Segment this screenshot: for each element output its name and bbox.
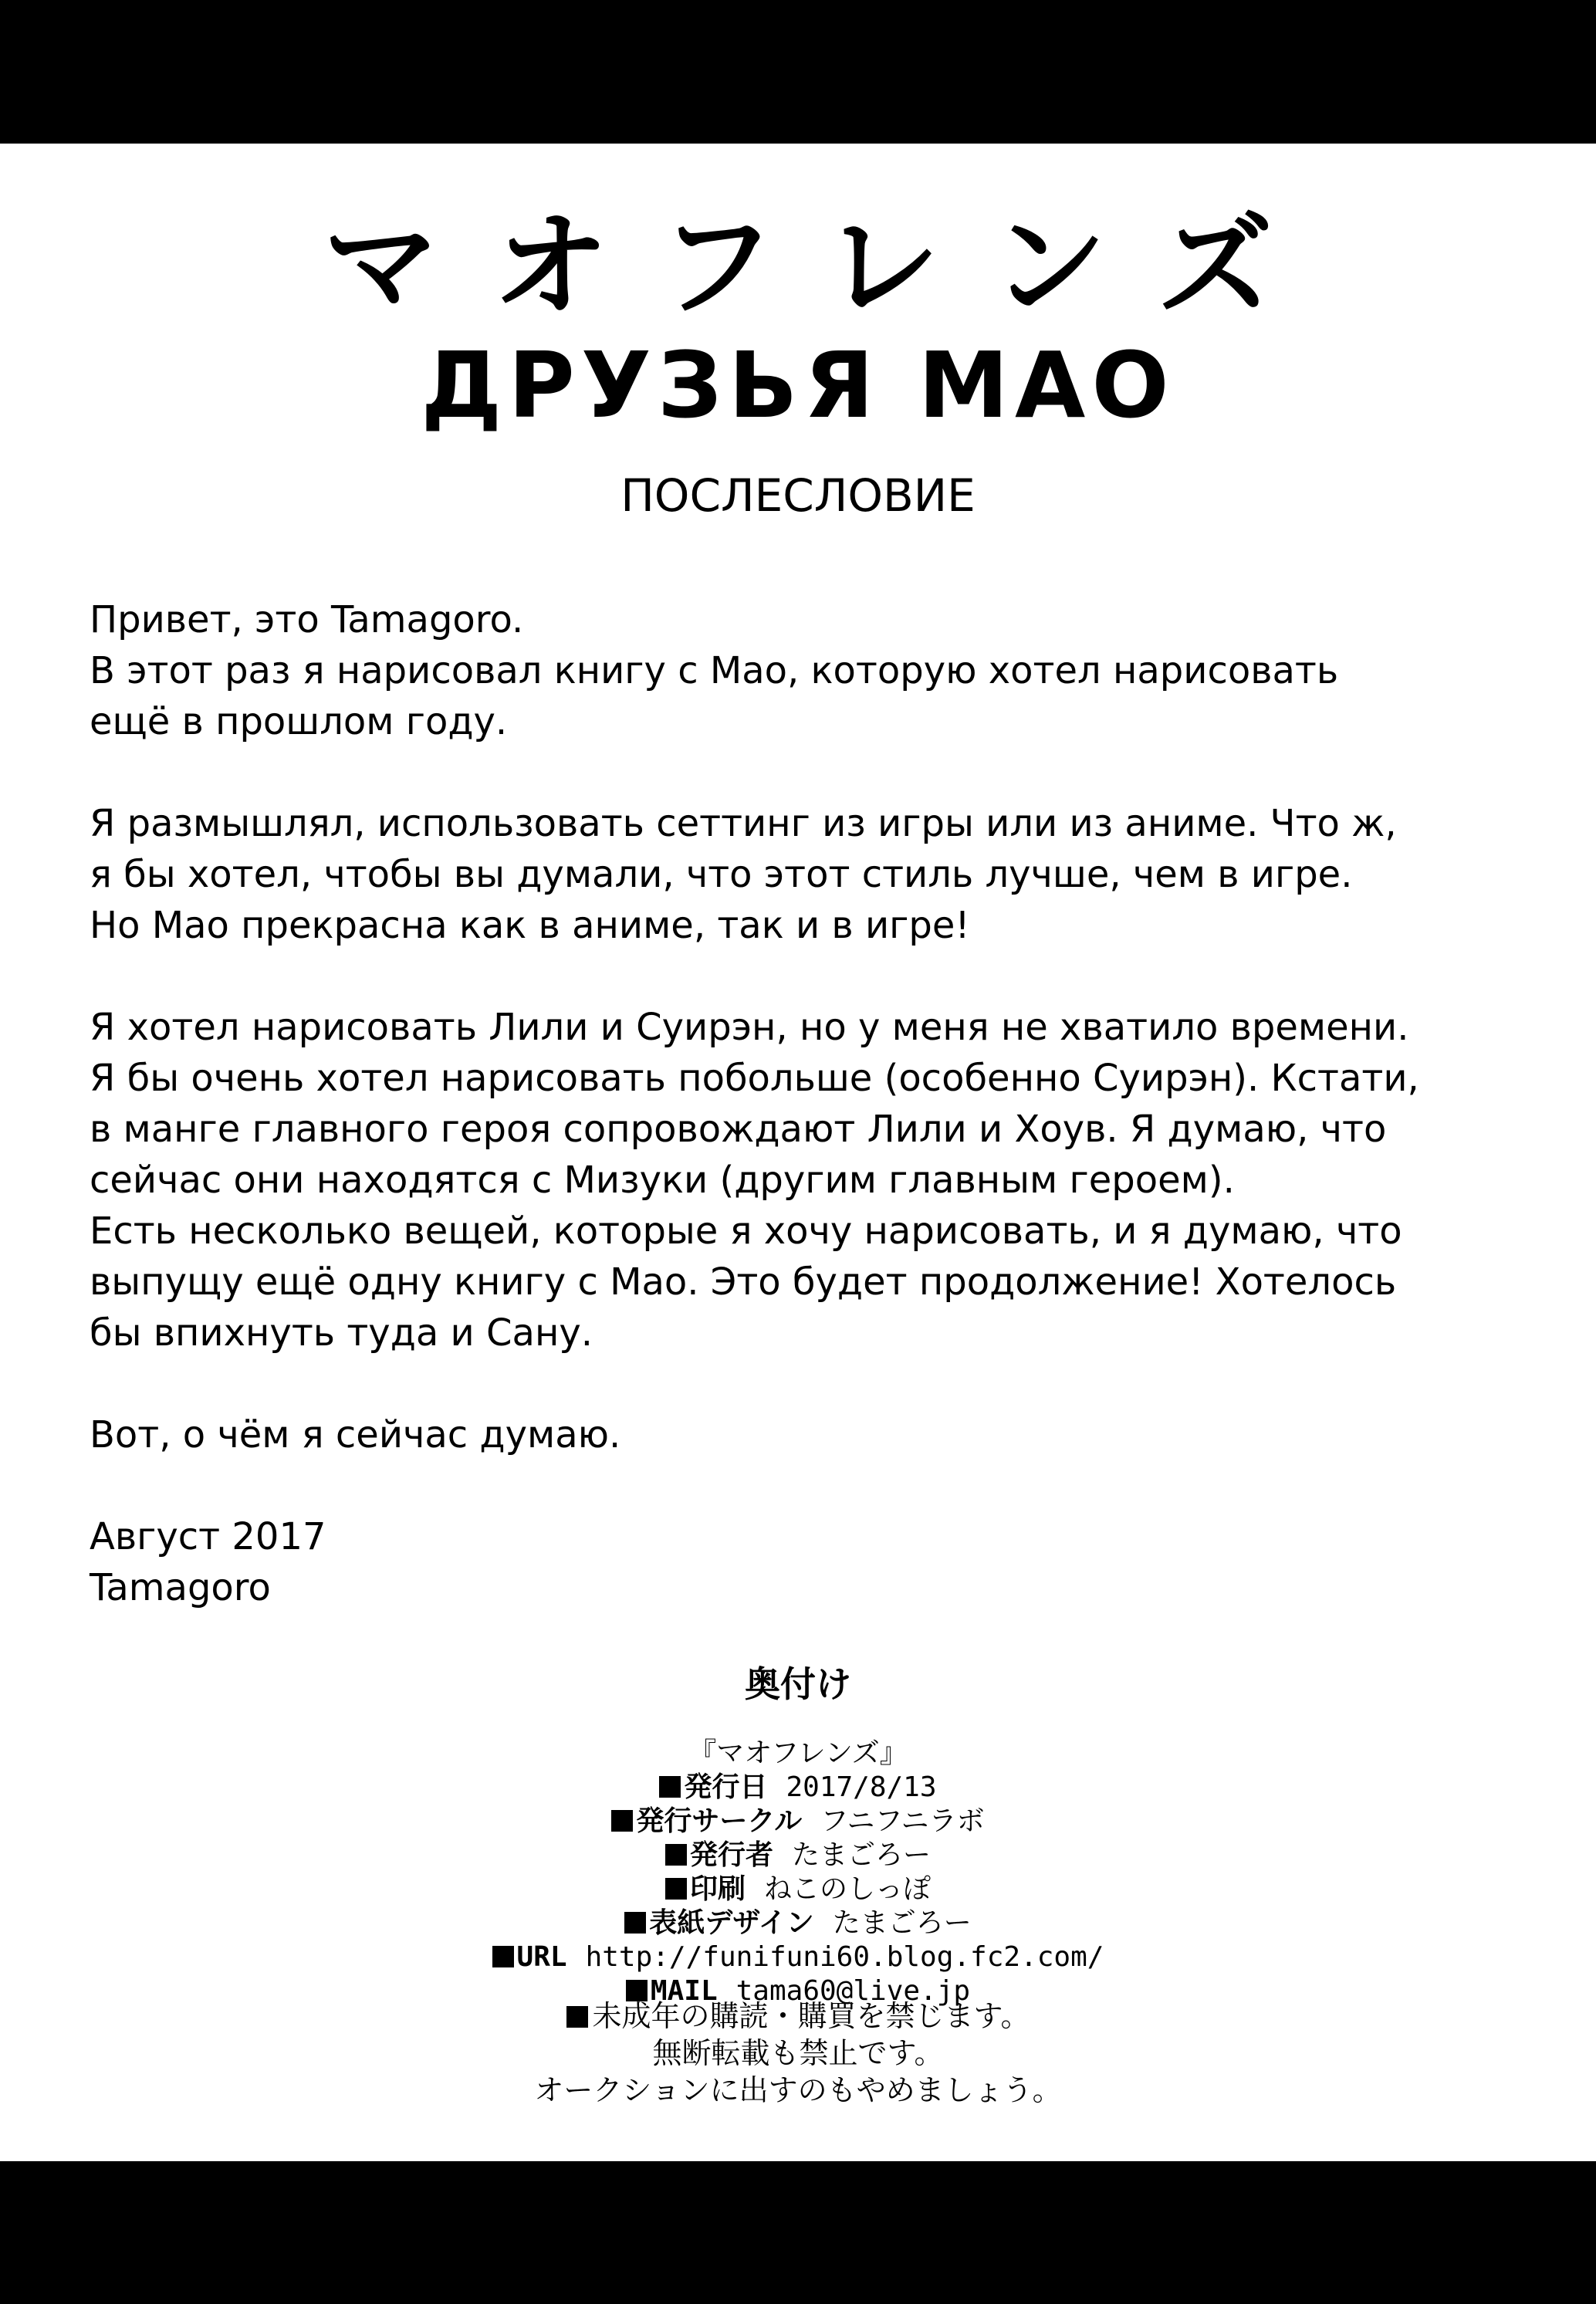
text-line: я бы хотел, чтобы вы думали, что этот стиль лучше, чем в игре. (90, 853, 1353, 896)
text-line: ещё в прошлом году. (90, 700, 508, 743)
colophon-value: 2017/8/13 (786, 1771, 937, 1803)
bullet-square-icon (492, 1946, 514, 1967)
text-line: Привет, это Tamagoro. (90, 598, 524, 641)
afterword-heading: ПОСЛЕСЛОВИЕ (620, 469, 976, 522)
colophon-value: フニフニラボ (820, 1805, 985, 1837)
text-line: Я размышлял, использовать сеттинг из игры или из аниме. Что ж, (90, 802, 1397, 845)
colophon-label: 発行サークル (636, 1805, 803, 1837)
legal-notice (0, 1998, 1596, 2109)
bullet-square-icon (611, 1810, 633, 1832)
colophon-row-cover (0, 1906, 1596, 1940)
text-line: Вот, о чём я сейчас думаю. (90, 1413, 621, 1456)
text-line: Но Мао прекрасна как в аниме, так и в игре! (90, 904, 970, 947)
colophon-value: たまごろー (832, 1907, 972, 1939)
colophon (0, 1737, 1596, 2008)
colophon-value: たまごろー (792, 1839, 932, 1871)
text-line: в манге главного героя сопровождают Лили и Хоув. Я думаю, что (90, 1108, 1387, 1151)
bullet-square-icon (665, 1844, 687, 1866)
colophon-label: MAIL (650, 1975, 718, 2007)
signature-author: Tamagoro (90, 1566, 271, 1609)
colophon-row-url (0, 1940, 1596, 1974)
colophon-row-publisher (0, 1839, 1596, 1873)
colophon-book-title: 『マオフレンズ』 (688, 1737, 908, 1769)
signature (90, 1511, 1540, 1613)
notice-line: オークションに出すのもやめましょう。 (534, 2073, 1062, 2107)
afterword-page (0, 144, 1596, 2161)
colophon-label: 発行者 (689, 1839, 773, 1871)
notice-text: 未成年の購読・購買を禁じます。 (592, 1999, 1030, 2033)
text-line: сейчас они находятся с Мизуки (другим главным героем). (90, 1159, 1235, 1202)
paragraph-greeting (90, 594, 1540, 747)
text-line: Есть несколько вещей, которые я хочу нарисовать, и я думаю, что (90, 1210, 1402, 1253)
colophon-url: http://funifuni60.blog.fc2.com/ (585, 1941, 1104, 1973)
bullet-square-icon (566, 2006, 588, 2028)
russian-title: ДРУЗЬЯ МАО (421, 332, 1175, 438)
text-line: В этот раз я нарисовал книгу с Мао, которую хотел нарисовать (90, 649, 1339, 692)
paragraph-plans (90, 1002, 1540, 1358)
japanese-title: マオフレンズ (323, 200, 1327, 334)
afterword-body (90, 594, 1540, 1664)
notice-line: 無断転載も禁止です。 (652, 2036, 944, 2070)
bullet-square-icon (659, 1776, 681, 1798)
colophon-label: 印刷 (689, 1873, 746, 1905)
colophon-value: ねこのしっぽ (764, 1873, 932, 1905)
bullet-square-icon (665, 1878, 687, 1900)
paragraph-setting (90, 798, 1540, 951)
colophon-row-circle (0, 1805, 1596, 1839)
colophon-label: URL (516, 1941, 567, 1973)
colophon-row-printer (0, 1873, 1596, 1906)
colophon-label: 発行日 (684, 1771, 768, 1803)
text-line: выпущу ещё одну книгу с Мао. Это будет продолжение! Хотелось (90, 1260, 1397, 1304)
signature-date: Август 2017 (90, 1515, 326, 1558)
bullet-square-icon (624, 1912, 646, 1934)
text-line: Я бы очень хотел нарисовать побольше (особенно Суирэн). Кстати, (90, 1057, 1419, 1100)
colophon-mail: tama60@live.jp (735, 1975, 971, 2007)
colophon-label: 表紙デザイン (649, 1907, 814, 1939)
paragraph-closing (90, 1409, 1540, 1460)
text-line: Я хотел нарисовать Лили и Суирэн, но у меня не хватило времени. (90, 1006, 1409, 1049)
text-line: бы впихнуть туда и Сану. (90, 1311, 593, 1355)
colophon-row-date (0, 1771, 1596, 1805)
colophon-heading: 奥付け (745, 1663, 851, 1705)
notice-line (0, 1998, 1596, 2035)
